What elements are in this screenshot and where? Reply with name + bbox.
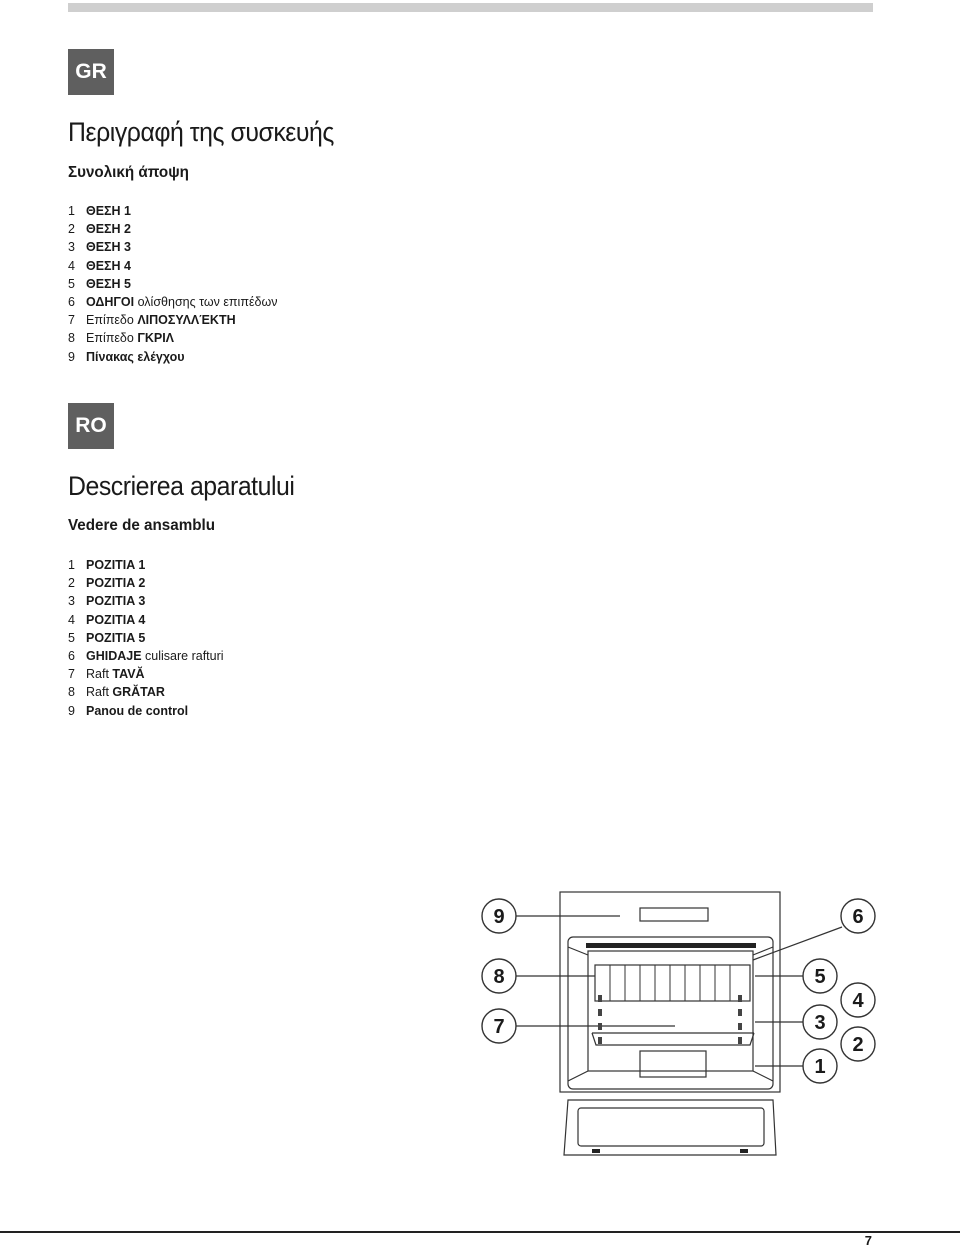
- grill-rack-shape: [595, 965, 750, 1001]
- item-prefix: Επίπεδο: [86, 331, 138, 346]
- item-number: 4: [68, 612, 75, 627]
- item-label: ΘΕΣΗ 2: [86, 222, 132, 237]
- item-number: 1: [68, 558, 75, 572]
- list-item: [68, 311, 278, 329]
- list-item: [68, 275, 278, 293]
- callout-label-6: 6: [852, 906, 864, 928]
- control-panel-display: [640, 908, 708, 921]
- page-number: 7: [864, 1233, 872, 1248]
- item-number: 2: [68, 222, 75, 237]
- callout-label-9: 9: [493, 906, 505, 928]
- callout-label-5: 5: [814, 966, 826, 988]
- item-prefix: Raft: [86, 667, 113, 682]
- item-label: POZITIA 3: [86, 594, 146, 609]
- list-item: [68, 683, 224, 701]
- item-label: Panou de control: [86, 703, 189, 718]
- list-item: [68, 293, 278, 311]
- item-label: POZITIA 1: [86, 558, 146, 572]
- item-number: 2: [68, 576, 75, 591]
- item-prefix: Επίπεδο: [86, 313, 138, 328]
- item-number: 7: [68, 667, 75, 682]
- item-label: POZITIA 4: [86, 612, 146, 627]
- list-item: [68, 647, 224, 665]
- door-glass: [578, 1108, 764, 1146]
- language-badge-gr: [68, 49, 114, 95]
- item-label: ΘΕΣΗ 5: [86, 276, 132, 291]
- list-item: [68, 238, 278, 256]
- item-number: 5: [68, 276, 75, 291]
- callout-label-7: 7: [493, 1016, 505, 1038]
- item-number: 8: [68, 331, 75, 346]
- item-number: 8: [68, 685, 75, 700]
- item-number: 3: [68, 594, 75, 609]
- list-item: [68, 202, 278, 220]
- callout-label-4: 4: [852, 990, 864, 1012]
- item-number: 4: [68, 258, 75, 273]
- language-badge-ro: [68, 403, 114, 449]
- item-description: ολίσθησης των επιπέδων: [134, 294, 278, 309]
- item-label: TAVĂ: [112, 667, 145, 682]
- section-subtitle-gr: Συνολική άποψη: [68, 164, 189, 181]
- callout-label-3: 3: [814, 1012, 826, 1034]
- item-description: culisare rafturi: [141, 648, 224, 663]
- item-number: 9: [68, 349, 75, 364]
- list-item: [68, 220, 278, 238]
- list-item: [68, 629, 224, 647]
- callout-label-2: 2: [852, 1034, 864, 1056]
- list-item: [68, 665, 224, 683]
- item-number: 1: [68, 204, 75, 218]
- top-bar: [68, 3, 873, 12]
- item-prefix: Raft: [86, 685, 113, 700]
- side-guides: [598, 995, 742, 1044]
- item-number: 5: [68, 630, 75, 645]
- item-label: ΘΕΣΗ 1: [86, 204, 132, 218]
- item-label: POZITIA 5: [86, 630, 146, 645]
- drip-tray-shape: [592, 1033, 754, 1045]
- callout-label-8: 8: [493, 966, 505, 988]
- item-number: 9: [68, 703, 75, 718]
- section-title-ro: Descrierea aparatului: [68, 471, 295, 501]
- item-label: ΘΕΣΗ 3: [86, 240, 132, 255]
- item-label: ΓΚΡΙΛ: [137, 331, 175, 346]
- heating-element: [586, 943, 756, 948]
- language-code: RO: [75, 414, 107, 437]
- item-label: ΟΔΗΓΟΙ: [86, 294, 135, 309]
- item-label: GRĂTAR: [112, 685, 165, 700]
- item-label: Πίνακας ελέγχου: [86, 349, 185, 364]
- section-title-gr: Περιγραφή της συσκευής: [68, 117, 334, 147]
- list-item: [68, 611, 224, 629]
- grill-rack-bars: [610, 965, 730, 1001]
- item-number: 6: [68, 648, 75, 663]
- item-label: ΘΕΣΗ 4: [86, 258, 132, 273]
- parts-list-ro: [68, 556, 224, 720]
- list-item: [68, 257, 278, 275]
- list-item: [68, 592, 224, 610]
- item-label: ΛΙΠΟΣΥΛΛΈΚΤΗ: [137, 313, 236, 328]
- list-item: [68, 702, 224, 720]
- parts-list-gr: [68, 202, 278, 366]
- item-label: POZITIA 2: [86, 576, 146, 591]
- list-item: [68, 348, 278, 366]
- section-subtitle-ro: Vedere de ansamblu: [68, 517, 215, 534]
- list-item: [68, 329, 278, 347]
- item-number: 7: [68, 313, 75, 328]
- item-number: 3: [68, 240, 75, 255]
- callout-label-1: 1: [814, 1056, 826, 1078]
- oven-diagram: [470, 885, 890, 1165]
- item-label: GHIDAJE: [86, 648, 142, 663]
- footer-rule: [0, 1231, 960, 1233]
- list-item: [68, 574, 224, 592]
- item-number: 6: [68, 294, 75, 309]
- language-code: GR: [75, 60, 107, 83]
- list-item: [68, 556, 224, 574]
